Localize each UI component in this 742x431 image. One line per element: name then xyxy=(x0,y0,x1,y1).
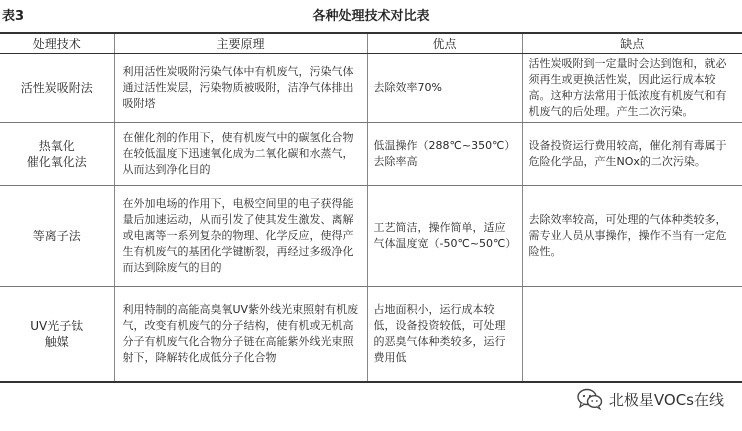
header-tech: 处理技术 xyxy=(0,33,114,54)
cell-tech: 活性炭吸附法 xyxy=(0,54,114,123)
cell-principle: 在催化剂的作用下，使有机废气中的碳氢化合物在较低温度下迅速氧化成为二氧化碳和水蒸气，从而达到净化目的 xyxy=(114,123,367,186)
cell-pros: 低温操作（288℃~350℃）去除率高 xyxy=(367,123,522,186)
comparison-table xyxy=(0,32,742,383)
cell-pros: 去除效率70% xyxy=(367,54,522,123)
cell-tech: UV光子钛 触媒 xyxy=(30,319,84,349)
table-row xyxy=(0,123,742,186)
cell-tech: 等离子法 xyxy=(0,186,114,287)
table-header-row xyxy=(0,33,742,54)
table-caption xyxy=(0,4,742,24)
cell-cons xyxy=(522,287,742,383)
table-row xyxy=(0,186,742,287)
brand-watermark xyxy=(573,387,728,411)
table-title: 各种处理技术对比表 xyxy=(312,9,430,24)
cell-tech: 热氧化 催化氧化法 xyxy=(0,123,114,186)
cell-cons: 设备投资运行费用较高，催化剂有毒属于危险化学品，产生NOx的二次污染。 xyxy=(522,123,742,186)
cell-cons: 活性炭吸附到一定量时会达到饱和，就必须再生或更换活性炭，因此运行成本较高。这种方法常用于低浓度有机废气和有机废气的后处理。产生二次污染。 xyxy=(522,54,742,123)
table-row xyxy=(0,54,742,123)
table-row xyxy=(0,287,742,383)
cell-pros: 占地面积小，运行成本较低，设备投资较低，可处理的恶臭气体种类较多，运行费用低 xyxy=(367,287,522,383)
header-principle: 主要原理 xyxy=(114,33,367,54)
cell-principle: 利用特制的高能高臭氧UV紫外线光束照射有机废气，改变有机废气的分子结构，使有机或无机高分子有机废气化合物分子链在高能紫外线光束照射下，降解转化成低分子化合物 xyxy=(114,287,367,383)
header-cons: 缺点 xyxy=(522,33,742,54)
header-pros: 优点 xyxy=(367,33,522,54)
brand-name: 北极星VOCs在线 xyxy=(608,390,724,409)
cell-pros: 工艺简洁，操作简单，适应气体温度宽（-50℃~50℃） xyxy=(367,186,522,287)
cell-cons: 去除效率较高，可处理的气体种类较多，需专业人员从事操作，操作不当有一定危险性。 xyxy=(522,186,742,287)
wechat-icon xyxy=(577,388,603,410)
table-number: 表3 xyxy=(2,9,25,24)
cell-principle: 利用活性炭吸附污染气体中有机废气，污染气体通过活性炭层，污染物质被吸附，洁净气体排出吸附塔 xyxy=(114,54,367,123)
cell-principle: 在外加电场的作用下，电极空间里的电子获得能量后加速运动，从而引发了使其发生激发、离解或电离等一系列复杂的物理、化学反应，使得产生有机废气的基团化学键断裂，再经过多级净化而达到除废气的目的 xyxy=(114,186,367,287)
